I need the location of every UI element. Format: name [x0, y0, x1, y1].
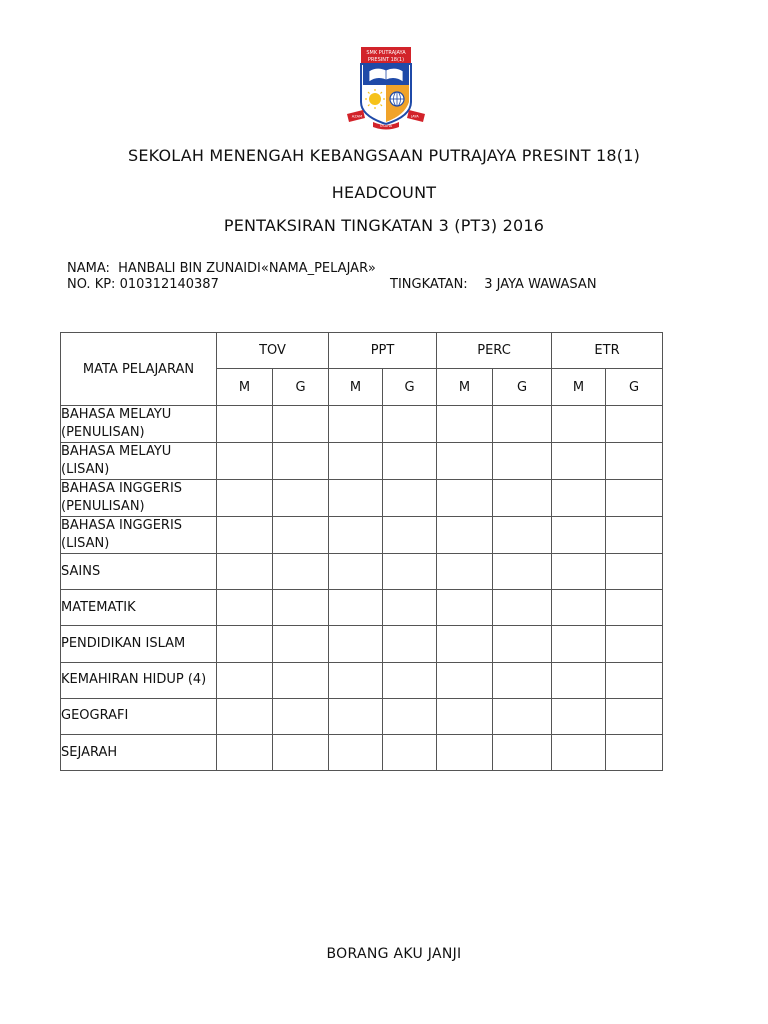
- sub-header-g: G: [493, 369, 552, 406]
- grade-entry-cell[interactable]: [217, 698, 273, 734]
- grade-entry-cell[interactable]: [217, 734, 273, 770]
- grade-entry-cell[interactable]: [437, 626, 493, 662]
- grade-entry-cell[interactable]: [217, 662, 273, 698]
- class-label: TINGKATAN:: [390, 277, 468, 292]
- school-name: SEKOLAH MENENGAH KEBANGSAAN PUTRAJAYA PRESINT 18(1): [127, 146, 641, 165]
- grade-entry-cell[interactable]: [217, 626, 273, 662]
- grade-entry-cell[interactable]: [606, 406, 663, 443]
- subject-name-cell: [61, 517, 217, 554]
- kp-value: 010312140387: [119, 277, 219, 292]
- group-header-ppt: PPT: [329, 333, 437, 369]
- grade-entry-cell[interactable]: [493, 626, 552, 662]
- grade-entry-cell[interactable]: [217, 554, 273, 590]
- grade-entry-cell[interactable]: [493, 554, 552, 590]
- grade-entry-cell[interactable]: [606, 662, 663, 698]
- grade-entry-cell[interactable]: [493, 734, 552, 770]
- subject-name-line1: SEJARAH: [61, 744, 118, 760]
- grade-entry-cell[interactable]: [273, 517, 329, 554]
- grade-entry-cell[interactable]: [383, 698, 437, 734]
- group-header-perc: PERC: [437, 333, 552, 369]
- grade-entry-cell[interactable]: [329, 406, 383, 443]
- subject-name-line2: (PENULISAN): [61, 425, 145, 440]
- grade-entry-cell[interactable]: [493, 698, 552, 734]
- grade-entry-cell[interactable]: [493, 662, 552, 698]
- grade-entry-cell[interactable]: [383, 590, 437, 626]
- grade-entry-cell[interactable]: [329, 480, 383, 517]
- grade-entry-cell[interactable]: [493, 480, 552, 517]
- subject-name-line1: BAHASA INGGERIS: [61, 518, 183, 533]
- grade-entry-cell[interactable]: [606, 517, 663, 554]
- grade-entry-cell[interactable]: [383, 517, 437, 554]
- name-value: HANBALI BIN ZUNAIDI«NAMA_PELAJAR»: [118, 261, 376, 276]
- grade-entry-cell[interactable]: [217, 590, 273, 626]
- grade-entry-cell[interactable]: [437, 443, 493, 480]
- grade-entry-cell[interactable]: [437, 590, 493, 626]
- sub-header-g: G: [606, 369, 663, 406]
- sub-header-g: G: [383, 369, 437, 406]
- grade-entry-cell[interactable]: [273, 662, 329, 698]
- subject-name-cell: [61, 734, 217, 770]
- grade-entry-cell[interactable]: [383, 662, 437, 698]
- exam-title: PENTAKSIRAN TINGKATAN 3 (PT3) 2016: [223, 216, 545, 235]
- table-row: [61, 590, 663, 626]
- grade-entry-cell[interactable]: [606, 480, 663, 517]
- subject-name-line1: MATEMATIK: [61, 599, 136, 615]
- subject-name-cell: [61, 480, 217, 517]
- grade-entry-cell[interactable]: [217, 517, 273, 554]
- grade-entry-cell[interactable]: [329, 590, 383, 626]
- grade-entry-cell[interactable]: [606, 734, 663, 770]
- table-row: [61, 626, 663, 662]
- subject-name-cell: [61, 590, 217, 626]
- grade-entry-cell[interactable]: [217, 443, 273, 480]
- subject-name-cell: [61, 698, 217, 734]
- grade-entry-cell[interactable]: [329, 734, 383, 770]
- grade-entry-cell[interactable]: [552, 698, 606, 734]
- grade-entry-cell[interactable]: [493, 590, 552, 626]
- grade-entry-cell[interactable]: [552, 554, 606, 590]
- grade-entry-cell[interactable]: [437, 734, 493, 770]
- subject-name-line2: (LISAN): [61, 462, 110, 477]
- grade-entry-cell[interactable]: [552, 590, 606, 626]
- grade-entry-cell[interactable]: [606, 626, 663, 662]
- subject-column-header: MATA PELAJARAN: [61, 333, 217, 406]
- grade-entry-cell[interactable]: [273, 480, 329, 517]
- grade-entry-cell[interactable]: [273, 626, 329, 662]
- student-name-row: [67, 261, 376, 276]
- grade-entry-cell[interactable]: [437, 517, 493, 554]
- crest-ribbon-right-text: JAYA: [411, 114, 419, 119]
- table-row: [61, 406, 663, 443]
- grade-entry-cell[interactable]: [329, 626, 383, 662]
- subject-name-line1: SAINS: [61, 563, 101, 579]
- grade-entry-cell[interactable]: [606, 698, 663, 734]
- grade-entry-cell[interactable]: [437, 480, 493, 517]
- subject-name-line1: BAHASA MELAYU: [61, 444, 172, 459]
- subject-name-line2: (LISAN): [61, 536, 110, 551]
- grade-entry-cell[interactable]: [383, 480, 437, 517]
- table-row: [61, 443, 663, 480]
- grade-entry-cell[interactable]: [552, 662, 606, 698]
- crest-banner-line2: PRESINT 18(1): [367, 57, 405, 63]
- form-type-title: HEADCOUNT: [331, 183, 437, 202]
- subject-name-line1: GEOGRAFI: [61, 708, 129, 724]
- sub-header-g: G: [273, 369, 329, 406]
- subject-name-line1: PENDIDIKAN ISLAM: [61, 635, 186, 651]
- table-row: [61, 554, 663, 590]
- grade-entry-cell[interactable]: [383, 626, 437, 662]
- grade-entry-cell[interactable]: [329, 698, 383, 734]
- grade-entry-cell[interactable]: [552, 517, 606, 554]
- grade-entry-cell[interactable]: [552, 406, 606, 443]
- grade-entry-cell[interactable]: [329, 517, 383, 554]
- student-class-row: [390, 277, 597, 292]
- subject-name-line1: KEMAHIRAN HIDUP (4): [61, 672, 207, 688]
- subject-rows: [61, 406, 663, 771]
- grade-entry-cell[interactable]: [606, 590, 663, 626]
- grade-entry-cell[interactable]: [217, 406, 273, 443]
- grade-entry-cell[interactable]: [552, 626, 606, 662]
- sub-header-m: M: [329, 369, 383, 406]
- table-row: [61, 698, 663, 734]
- subject-name-cell: [61, 662, 217, 698]
- subject-name-line1: BAHASA INGGERIS: [61, 481, 183, 496]
- table-row: [61, 662, 663, 698]
- grade-entry-cell[interactable]: [329, 443, 383, 480]
- grade-entry-cell[interactable]: [273, 406, 329, 443]
- crest-banner-line1: SMK PUTRAJAYA: [366, 50, 406, 56]
- grade-entry-cell[interactable]: [552, 734, 606, 770]
- subject-name-line2: (PENULISAN): [61, 499, 145, 514]
- subject-name-line1: BAHASA MELAYU: [61, 407, 172, 422]
- grade-entry-cell[interactable]: [383, 443, 437, 480]
- grade-entry-cell[interactable]: [493, 443, 552, 480]
- group-header-tov: TOV: [217, 333, 329, 369]
- grades-table: [60, 332, 663, 771]
- pledge-form-title: BORANG AKU JANJI: [326, 946, 462, 962]
- class-value: 3 JAYA WAWASAN: [484, 277, 597, 292]
- grade-entry-cell[interactable]: [273, 590, 329, 626]
- grade-entry-cell[interactable]: [606, 554, 663, 590]
- grade-entry-cell[interactable]: [606, 443, 663, 480]
- school-crest-logo: [345, 44, 427, 130]
- grade-entry-cell[interactable]: [383, 734, 437, 770]
- crest-ribbon-bottom-text: USAHA: [380, 124, 392, 128]
- table-row: [61, 480, 663, 517]
- grade-entry-cell[interactable]: [329, 662, 383, 698]
- sub-header-m: M: [552, 369, 606, 406]
- table-row: [61, 517, 663, 554]
- grade-entry-cell[interactable]: [383, 554, 437, 590]
- subject-name-cell: [61, 554, 217, 590]
- subject-name-cell: [61, 443, 217, 480]
- grade-entry-cell[interactable]: [329, 554, 383, 590]
- crest-ribbon-left-text: AZAM: [351, 114, 363, 119]
- table-row: [61, 734, 663, 770]
- kp-label: NO. KP:: [67, 277, 116, 292]
- grade-entry-cell[interactable]: [273, 443, 329, 480]
- sub-header-m: M: [217, 369, 273, 406]
- grade-entry-cell[interactable]: [493, 517, 552, 554]
- grade-entry-cell[interactable]: [383, 406, 437, 443]
- grade-entry-cell[interactable]: [437, 406, 493, 443]
- grade-entry-cell[interactable]: [437, 698, 493, 734]
- grade-entry-cell[interactable]: [437, 554, 493, 590]
- name-label: NAMA:: [67, 261, 110, 276]
- sun-icon: [369, 93, 381, 105]
- grade-entry-cell[interactable]: [273, 554, 329, 590]
- subject-name-cell: [61, 626, 217, 662]
- group-header-etr: ETR: [552, 333, 663, 369]
- grade-entry-cell[interactable]: [217, 480, 273, 517]
- student-kp-row: [67, 277, 219, 292]
- grade-entry-cell[interactable]: [552, 443, 606, 480]
- grade-entry-cell[interactable]: [437, 662, 493, 698]
- grade-entry-cell[interactable]: [552, 480, 606, 517]
- grade-entry-cell[interactable]: [273, 734, 329, 770]
- grade-entry-cell[interactable]: [493, 406, 552, 443]
- sub-header-m: M: [437, 369, 493, 406]
- subject-name-cell: [61, 406, 217, 443]
- grade-entry-cell[interactable]: [273, 698, 329, 734]
